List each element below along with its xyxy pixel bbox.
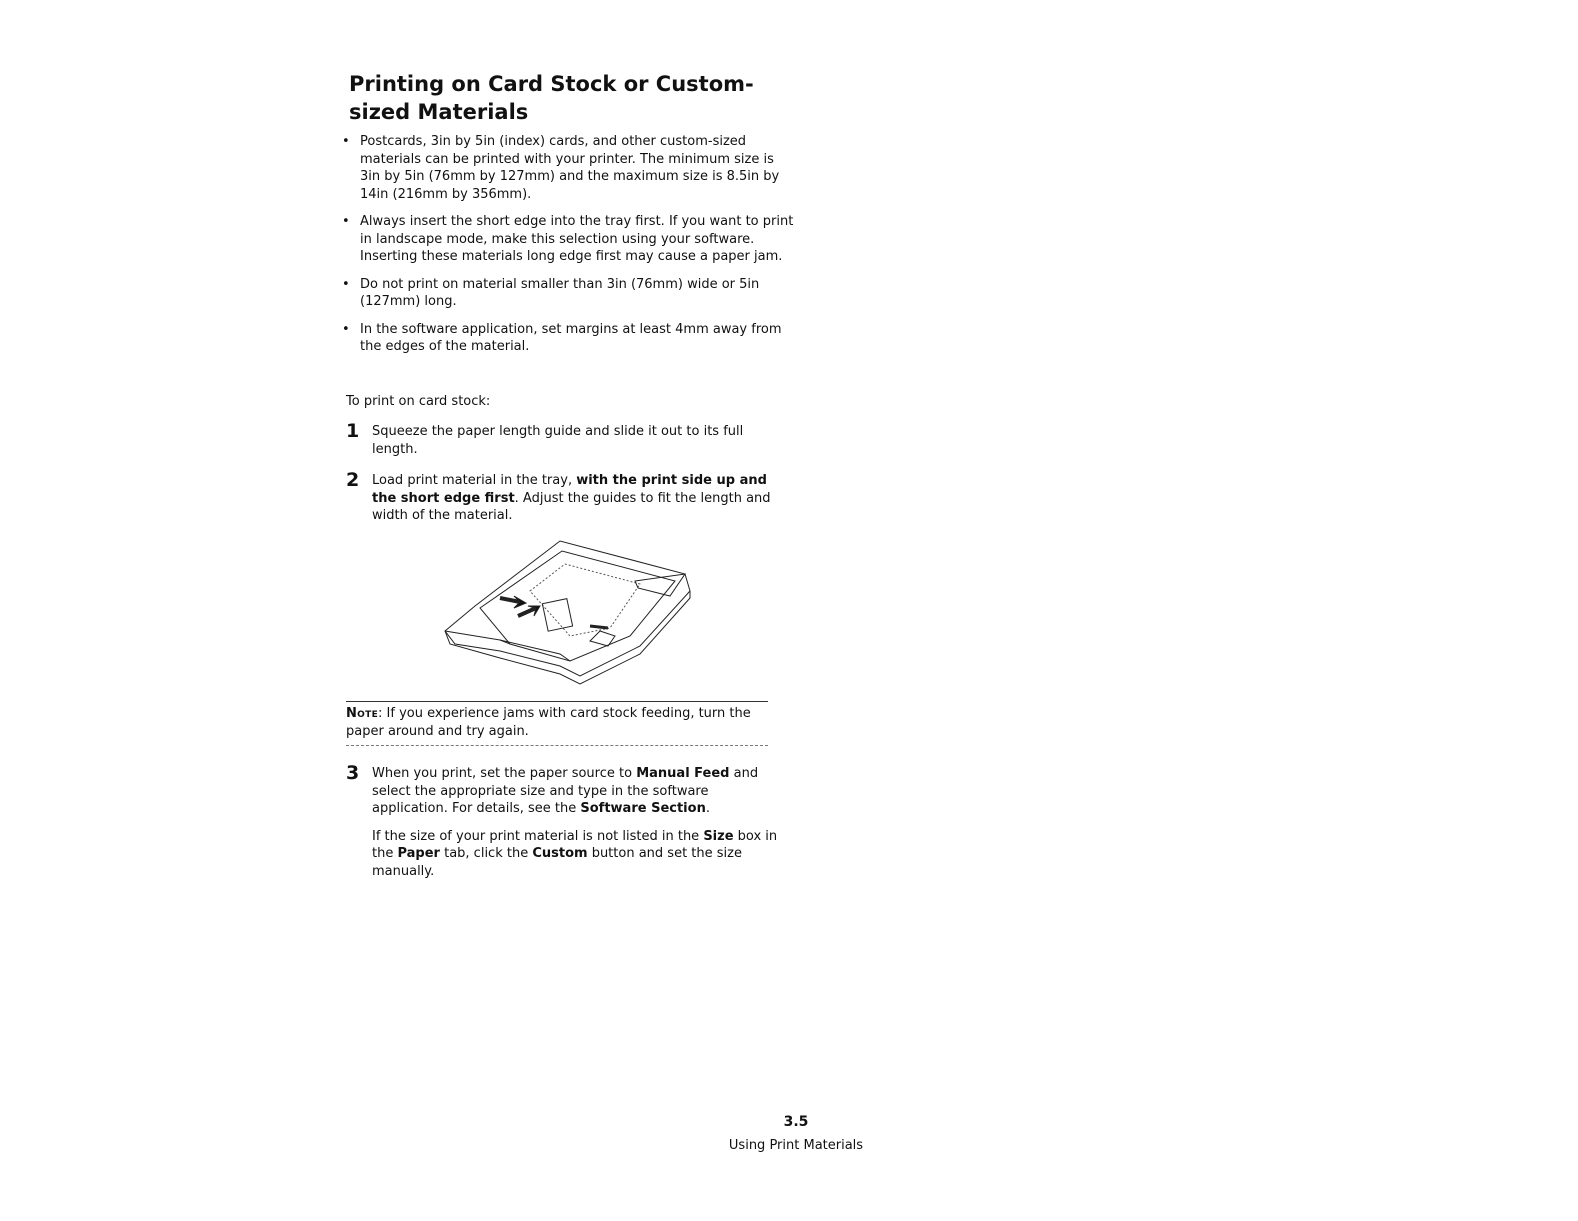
list-item [340, 213, 795, 266]
emphasis-text: Size [703, 828, 734, 844]
note-box [346, 701, 768, 746]
step-1 [346, 420, 786, 468]
note-label: Note [346, 706, 379, 721]
bullet-icon: • [342, 276, 350, 292]
step-2 [346, 469, 786, 535]
emphasis-text: Custom [532, 846, 588, 861]
emphasis-text: with the print side up and the short edge first [372, 473, 767, 506]
bullet-icon: • [342, 321, 350, 337]
intro-text: To print on card stock: [346, 394, 491, 409]
page-number: 3.5 [783, 1114, 809, 1130]
bullet-text: In the software application, set margins at least 4mm away from the edges of the material. [360, 321, 782, 354]
page-title: Printing on Card Stock or Custom-sized Materials [349, 72, 754, 124]
list-item [340, 321, 795, 356]
bullet-icon: • [342, 214, 350, 229]
step-3 [346, 762, 786, 890]
step-text: Load print material in the tray, with the print side up and the short edge first. Adjust the guides to fit the length and width of the material. [372, 473, 771, 523]
emphasis-text: Manual Feed [636, 766, 730, 781]
bullet-text: Do not print on material smaller than 3in (76mm) wide or 5in (127mm) long. [360, 276, 760, 309]
footer-section-title: Using Print Materials [728, 1138, 864, 1153]
list-item [340, 133, 795, 203]
emphasis-text: Software Section [580, 801, 706, 816]
bullet-list [340, 133, 795, 366]
step-text: If the size of your print material is not listed in the Size box in the Paper tab, click the Custom button and set the size manually. [372, 828, 778, 879]
bullet-icon: • [342, 134, 350, 149]
step-number: 1 [346, 420, 360, 442]
emphasis-text: Paper [397, 846, 440, 861]
note-text: : If you experience jams with card stock feeding, turn the paper around and try again. [346, 706, 751, 739]
step-text: Squeeze the paper length guide and slide it out to its full length. [372, 424, 744, 457]
step-number: 2 [346, 469, 360, 491]
bullet-text: Always insert the short edge into the tray first. If you want to print in landscape mode, make this selection using your software. Inserting these materials long edge first may cause a paper jam. [360, 214, 794, 264]
step-number: 3 [346, 762, 360, 784]
list-item [340, 276, 795, 311]
paper-tray-illustration [440, 536, 700, 686]
bullet-text: Postcards, 3in by 5in (index) cards, and other custom-sized materials can be printed with your printer. The minimum size is 3in by 5in (76mm by 127mm) and the maximum size is 8.5in by 14in (216mm by 356mm). [360, 134, 780, 202]
step-text: When you print, set the paper source to Manual Feed and select the appropriate size and type in the software application. For details, see the Software Section. [372, 766, 759, 816]
